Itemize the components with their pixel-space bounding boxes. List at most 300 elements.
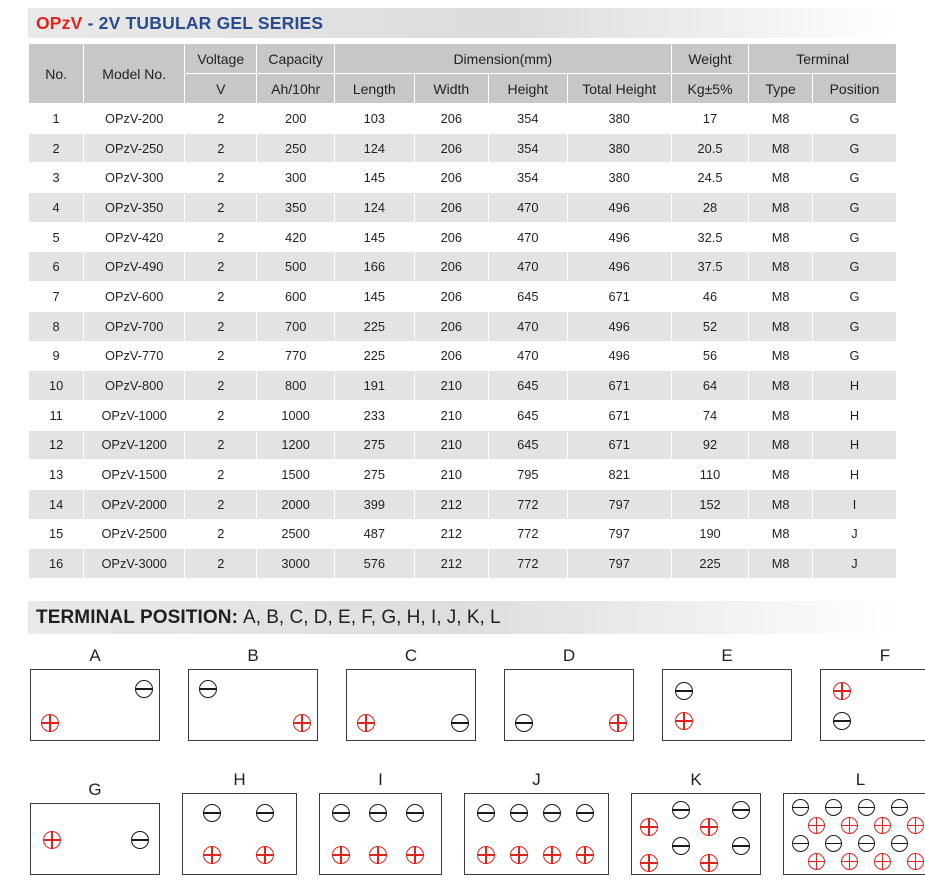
cell-no: 15 xyxy=(29,519,84,549)
negative-terminal-icon xyxy=(451,714,469,732)
cell-terminal-position: J xyxy=(813,519,897,549)
negative-terminal-icon xyxy=(792,799,809,816)
terminal-diagram-d xyxy=(504,646,634,741)
cell-terminal-type: M8 xyxy=(749,489,813,519)
positive-terminal-icon xyxy=(510,846,528,864)
positive-terminal-icon xyxy=(640,818,658,836)
negative-terminal-icon xyxy=(131,831,149,849)
cell-weight: 74 xyxy=(671,400,749,430)
cell-terminal-position: H xyxy=(813,430,897,460)
cell-no: 5 xyxy=(29,222,84,252)
cell-capacity: 1000 xyxy=(257,400,335,430)
cell-width: 212 xyxy=(414,489,488,519)
cell-width: 206 xyxy=(414,193,488,223)
cell-weight: 225 xyxy=(671,549,749,579)
cell-total-height: 496 xyxy=(567,222,671,252)
cell-terminal-type: M8 xyxy=(749,282,813,312)
cell-length: 225 xyxy=(334,341,414,371)
positive-terminal-icon xyxy=(293,714,311,732)
cell-no: 14 xyxy=(29,489,84,519)
header-voltage: Voltage xyxy=(185,44,257,74)
terminal-diagram-row-1 xyxy=(30,646,925,741)
terminal-diagram-l xyxy=(783,770,925,875)
terminal-diagram-c xyxy=(346,646,476,741)
positive-terminal-icon xyxy=(874,853,891,870)
cell-width: 212 xyxy=(414,549,488,579)
header-length: Length xyxy=(334,74,414,104)
negative-terminal-icon xyxy=(199,680,217,698)
cell-length: 233 xyxy=(334,400,414,430)
cell-model: OPzV-3000 xyxy=(84,549,185,579)
cell-width: 206 xyxy=(414,311,488,341)
terminal-diagram-label: H xyxy=(233,770,246,789)
negative-terminal-icon xyxy=(672,837,690,855)
cell-capacity: 600 xyxy=(257,282,335,312)
cell-capacity: 800 xyxy=(257,371,335,401)
cell-length: 103 xyxy=(334,104,414,134)
cell-capacity: 700 xyxy=(257,311,335,341)
terminal-diagram-label: D xyxy=(562,646,576,665)
cell-total-height: 380 xyxy=(567,133,671,163)
negative-terminal-icon xyxy=(203,804,221,822)
cell-model: OPzV-2500 xyxy=(84,519,185,549)
cell-no: 1 xyxy=(29,104,84,134)
positive-terminal-icon xyxy=(406,846,424,864)
table-row xyxy=(29,400,897,430)
cell-terminal-type: M8 xyxy=(749,400,813,430)
cell-no: 4 xyxy=(29,193,84,223)
cell-terminal-type: M8 xyxy=(749,252,813,282)
terminal-diagram-i xyxy=(319,770,442,875)
cell-length: 145 xyxy=(334,163,414,193)
cell-length: 124 xyxy=(334,133,414,163)
cell-weight: 152 xyxy=(671,489,749,519)
cell-capacity: 350 xyxy=(257,193,335,223)
cell-terminal-type: M8 xyxy=(749,341,813,371)
battery-outline xyxy=(464,793,609,875)
cell-terminal-type: M8 xyxy=(749,163,813,193)
negative-terminal-icon xyxy=(825,835,842,852)
cell-total-height: 671 xyxy=(567,400,671,430)
cell-terminal-position: J xyxy=(813,549,897,579)
terminal-diagram-row-2 xyxy=(30,770,925,875)
cell-length: 225 xyxy=(334,311,414,341)
terminal-diagram-label: I xyxy=(378,770,383,789)
terminal-diagram-f xyxy=(820,646,925,741)
cell-height: 470 xyxy=(488,222,567,252)
table-row xyxy=(29,549,897,579)
cell-no: 6 xyxy=(29,252,84,282)
cell-length: 275 xyxy=(334,460,414,490)
page-title xyxy=(28,13,323,34)
cell-capacity: 2000 xyxy=(257,489,335,519)
cell-terminal-position: G xyxy=(813,252,897,282)
negative-terminal-icon xyxy=(675,682,693,700)
cell-total-height: 797 xyxy=(567,489,671,519)
cell-width: 206 xyxy=(414,163,488,193)
negative-terminal-icon xyxy=(477,804,495,822)
terminal-diagram-label: F xyxy=(879,646,891,665)
cell-terminal-type: M8 xyxy=(749,193,813,223)
terminal-position-letters: A, B, C, D, E, F, G, H, I, J, K, L xyxy=(243,606,501,628)
header-weight-unit: Kg±5% xyxy=(671,74,749,104)
positive-terminal-icon xyxy=(907,853,924,870)
cell-model: OPzV-250 xyxy=(84,133,185,163)
cell-terminal-type: M8 xyxy=(749,311,813,341)
cell-voltage: 2 xyxy=(185,222,257,252)
cell-total-height: 496 xyxy=(567,193,671,223)
cell-total-height: 380 xyxy=(567,163,671,193)
cell-width: 210 xyxy=(414,430,488,460)
cell-terminal-position: G xyxy=(813,282,897,312)
cell-terminal-position: G xyxy=(813,104,897,134)
header-total-height: Total Height xyxy=(567,74,671,104)
cell-terminal-type: M8 xyxy=(749,430,813,460)
positive-terminal-icon xyxy=(675,712,693,730)
cell-width: 210 xyxy=(414,371,488,401)
cell-capacity: 2500 xyxy=(257,519,335,549)
cell-capacity: 1500 xyxy=(257,460,335,490)
cell-height: 470 xyxy=(488,341,567,371)
cell-height: 470 xyxy=(488,193,567,223)
terminal-diagram-label: B xyxy=(247,646,259,665)
header-unit-ah: Ah/10hr xyxy=(257,74,335,104)
negative-terminal-icon xyxy=(515,714,533,732)
cell-terminal-type: M8 xyxy=(749,519,813,549)
terminal-diagram-g xyxy=(30,780,160,875)
negative-terminal-icon xyxy=(858,799,875,816)
cell-no: 13 xyxy=(29,460,84,490)
cell-terminal-position: H xyxy=(813,371,897,401)
cell-capacity: 300 xyxy=(257,163,335,193)
cell-terminal-position: G xyxy=(813,163,897,193)
cell-capacity: 770 xyxy=(257,341,335,371)
cell-weight: 92 xyxy=(671,430,749,460)
negative-terminal-icon xyxy=(135,680,153,698)
cell-voltage: 2 xyxy=(185,252,257,282)
cell-length: 145 xyxy=(334,222,414,252)
cell-terminal-type: M8 xyxy=(749,222,813,252)
table-row xyxy=(29,489,897,519)
cell-terminal-type: M8 xyxy=(749,104,813,134)
cell-weight: 37.5 xyxy=(671,252,749,282)
cell-terminal-position: G xyxy=(813,311,897,341)
positive-terminal-icon xyxy=(841,817,858,834)
cell-weight: 17 xyxy=(671,104,749,134)
table-row xyxy=(29,460,897,490)
table-row xyxy=(29,193,897,223)
page-title-separator: - xyxy=(82,12,99,33)
cell-model: OPzV-200 xyxy=(84,104,185,134)
cell-total-height: 496 xyxy=(567,341,671,371)
cell-voltage: 2 xyxy=(185,460,257,490)
cell-total-height: 380 xyxy=(567,104,671,134)
battery-outline xyxy=(631,793,761,875)
cell-capacity: 1200 xyxy=(257,430,335,460)
cell-length: 576 xyxy=(334,549,414,579)
cell-total-height: 496 xyxy=(567,311,671,341)
cell-terminal-position: G xyxy=(813,193,897,223)
cell-weight: 20.5 xyxy=(671,133,749,163)
negative-terminal-icon xyxy=(833,712,851,730)
cell-height: 645 xyxy=(488,430,567,460)
header-width: Width xyxy=(414,74,488,104)
negative-terminal-icon xyxy=(858,835,875,852)
terminal-diagram-e xyxy=(662,646,792,741)
table-header-row-top xyxy=(29,44,897,74)
cell-capacity: 200 xyxy=(257,104,335,134)
cell-model: OPzV-300 xyxy=(84,163,185,193)
terminal-diagram-label: K xyxy=(690,770,702,789)
terminal-diagram-b xyxy=(188,646,318,741)
cell-voltage: 2 xyxy=(185,133,257,163)
table-row xyxy=(29,252,897,282)
cell-capacity: 3000 xyxy=(257,549,335,579)
cell-height: 470 xyxy=(488,311,567,341)
cell-total-height: 496 xyxy=(567,252,671,282)
cell-voltage: 2 xyxy=(185,489,257,519)
cell-voltage: 2 xyxy=(185,311,257,341)
header-terminal: Terminal xyxy=(749,44,897,74)
terminal-diagram-label: E xyxy=(721,646,733,665)
cell-model: OPzV-2000 xyxy=(84,489,185,519)
cell-width: 206 xyxy=(414,104,488,134)
cell-total-height: 797 xyxy=(567,549,671,579)
cell-weight: 64 xyxy=(671,371,749,401)
terminal-diagram-h xyxy=(182,770,297,875)
negative-terminal-icon xyxy=(510,804,528,822)
positive-terminal-icon xyxy=(640,854,658,872)
cell-no: 8 xyxy=(29,311,84,341)
cell-weight: 110 xyxy=(671,460,749,490)
negative-terminal-icon xyxy=(891,799,908,816)
cell-height: 772 xyxy=(488,549,567,579)
cell-terminal-type: M8 xyxy=(749,460,813,490)
positive-terminal-icon xyxy=(841,853,858,870)
positive-terminal-icon xyxy=(576,846,594,864)
cell-height: 772 xyxy=(488,489,567,519)
positive-terminal-icon xyxy=(203,846,221,864)
cell-model: OPzV-770 xyxy=(84,341,185,371)
cell-length: 124 xyxy=(334,193,414,223)
negative-terminal-icon xyxy=(369,804,387,822)
cell-no: 3 xyxy=(29,163,84,193)
cell-weight: 52 xyxy=(671,311,749,341)
battery-outline xyxy=(783,793,925,875)
terminal-diagram-k xyxy=(631,770,761,875)
header-terminal-type: Type xyxy=(749,74,813,104)
cell-no: 12 xyxy=(29,430,84,460)
cell-width: 210 xyxy=(414,460,488,490)
cell-voltage: 2 xyxy=(185,371,257,401)
cell-no: 7 xyxy=(29,282,84,312)
cell-width: 206 xyxy=(414,133,488,163)
cell-terminal-type: M8 xyxy=(749,133,813,163)
cell-width: 212 xyxy=(414,519,488,549)
battery-outline xyxy=(188,669,318,741)
cell-model: OPzV-700 xyxy=(84,311,185,341)
cell-no: 2 xyxy=(29,133,84,163)
terminal-position-bar xyxy=(28,601,897,634)
negative-terminal-icon xyxy=(543,804,561,822)
terminal-diagram-label: G xyxy=(88,780,102,799)
battery-outline xyxy=(346,669,476,741)
cell-length: 145 xyxy=(334,282,414,312)
positive-terminal-icon xyxy=(700,818,718,836)
cell-total-height: 671 xyxy=(567,371,671,401)
cell-voltage: 2 xyxy=(185,104,257,134)
cell-height: 470 xyxy=(488,252,567,282)
header-terminal-position: Position xyxy=(813,74,897,104)
cell-length: 399 xyxy=(334,489,414,519)
cell-height: 645 xyxy=(488,371,567,401)
cell-height: 645 xyxy=(488,400,567,430)
battery-outline xyxy=(662,669,792,741)
terminal-diagram-a xyxy=(30,646,160,741)
header-weight: Weight xyxy=(671,44,749,74)
negative-terminal-icon xyxy=(256,804,274,822)
positive-terminal-icon xyxy=(609,714,627,732)
cell-terminal-type: M8 xyxy=(749,371,813,401)
battery-outline xyxy=(30,803,160,875)
cell-no: 11 xyxy=(29,400,84,430)
cell-terminal-position: I xyxy=(813,489,897,519)
positive-terminal-icon xyxy=(332,846,350,864)
positive-terminal-icon xyxy=(808,817,825,834)
table-row xyxy=(29,222,897,252)
negative-terminal-icon xyxy=(406,804,424,822)
table-header xyxy=(29,44,897,104)
cell-height: 795 xyxy=(488,460,567,490)
cell-terminal-position: H xyxy=(813,400,897,430)
cell-width: 206 xyxy=(414,222,488,252)
cell-height: 772 xyxy=(488,519,567,549)
cell-weight: 32.5 xyxy=(671,222,749,252)
negative-terminal-icon xyxy=(792,835,809,852)
table-row xyxy=(29,163,897,193)
positive-terminal-icon xyxy=(41,714,59,732)
cell-model: OPzV-1000 xyxy=(84,400,185,430)
positive-terminal-icon xyxy=(874,817,891,834)
cell-no: 10 xyxy=(29,371,84,401)
table-row xyxy=(29,104,897,134)
battery-outline xyxy=(820,669,925,741)
cell-terminal-position: G xyxy=(813,341,897,371)
cell-width: 206 xyxy=(414,252,488,282)
negative-terminal-icon xyxy=(825,799,842,816)
page-title-bar xyxy=(28,8,897,38)
positive-terminal-icon xyxy=(543,846,561,864)
cell-no: 9 xyxy=(29,341,84,371)
cell-voltage: 2 xyxy=(185,400,257,430)
cell-width: 206 xyxy=(414,282,488,312)
header-unit-v: V xyxy=(185,74,257,104)
terminal-position-heading: TERMINAL POSITION: xyxy=(36,606,239,628)
positive-terminal-icon xyxy=(256,846,274,864)
cell-weight: 56 xyxy=(671,341,749,371)
positive-terminal-icon xyxy=(833,682,851,700)
cell-weight: 24.5 xyxy=(671,163,749,193)
cell-voltage: 2 xyxy=(185,430,257,460)
cell-voltage: 2 xyxy=(185,282,257,312)
cell-model: OPzV-490 xyxy=(84,252,185,282)
cell-voltage: 2 xyxy=(185,341,257,371)
cell-weight: 190 xyxy=(671,519,749,549)
cell-model: OPzV-800 xyxy=(84,371,185,401)
negative-terminal-icon xyxy=(332,804,350,822)
terminal-diagram-label: A xyxy=(89,646,101,665)
cell-height: 354 xyxy=(488,104,567,134)
negative-terminal-icon xyxy=(672,801,690,819)
cell-length: 166 xyxy=(334,252,414,282)
header-capacity: Capacity xyxy=(257,44,335,74)
cell-total-height: 671 xyxy=(567,430,671,460)
cell-voltage: 2 xyxy=(185,549,257,579)
cell-model: OPzV-1500 xyxy=(84,460,185,490)
cell-voltage: 2 xyxy=(185,163,257,193)
positive-terminal-icon xyxy=(907,817,924,834)
battery-outline xyxy=(319,793,442,875)
battery-outline xyxy=(30,669,160,741)
cell-model: OPzV-350 xyxy=(84,193,185,223)
positive-terminal-icon xyxy=(808,853,825,870)
battery-outline xyxy=(182,793,297,875)
page-title-brand: OPzV xyxy=(36,12,83,33)
cell-length: 275 xyxy=(334,430,414,460)
cell-width: 206 xyxy=(414,341,488,371)
cell-model: OPzV-420 xyxy=(84,222,185,252)
negative-terminal-icon xyxy=(732,837,750,855)
cell-total-height: 671 xyxy=(567,282,671,312)
cell-terminal-position: G xyxy=(813,133,897,163)
table-row xyxy=(29,311,897,341)
table-row xyxy=(29,341,897,371)
table-row xyxy=(29,133,897,163)
cell-width: 210 xyxy=(414,400,488,430)
cell-weight: 46 xyxy=(671,282,749,312)
cell-voltage: 2 xyxy=(185,519,257,549)
cell-no: 16 xyxy=(29,549,84,579)
table-body xyxy=(29,104,897,579)
terminal-diagram-label: L xyxy=(855,770,866,789)
cell-model: OPzV-1200 xyxy=(84,430,185,460)
cell-capacity: 250 xyxy=(257,133,335,163)
header-dimension: Dimension(mm) xyxy=(334,44,671,74)
cell-capacity: 500 xyxy=(257,252,335,282)
positive-terminal-icon xyxy=(477,846,495,864)
terminal-diagram-label: C xyxy=(404,646,418,665)
header-height: Height xyxy=(488,74,567,104)
cell-model: OPzV-600 xyxy=(84,282,185,312)
terminal-diagram-j xyxy=(464,770,609,875)
page-title-series: 2V TUBULAR GEL SERIES xyxy=(98,12,324,33)
table-row xyxy=(29,371,897,401)
cell-length: 191 xyxy=(334,371,414,401)
cell-height: 354 xyxy=(488,133,567,163)
cell-height: 645 xyxy=(488,282,567,312)
cell-terminal-position: G xyxy=(813,222,897,252)
cell-height: 354 xyxy=(488,163,567,193)
cell-terminal-position: H xyxy=(813,460,897,490)
negative-terminal-icon xyxy=(576,804,594,822)
cell-capacity: 420 xyxy=(257,222,335,252)
header-no: No. xyxy=(29,44,84,104)
negative-terminal-icon xyxy=(732,801,750,819)
positive-terminal-icon xyxy=(369,846,387,864)
cell-weight: 28 xyxy=(671,193,749,223)
cell-total-height: 797 xyxy=(567,519,671,549)
table-row xyxy=(29,430,897,460)
